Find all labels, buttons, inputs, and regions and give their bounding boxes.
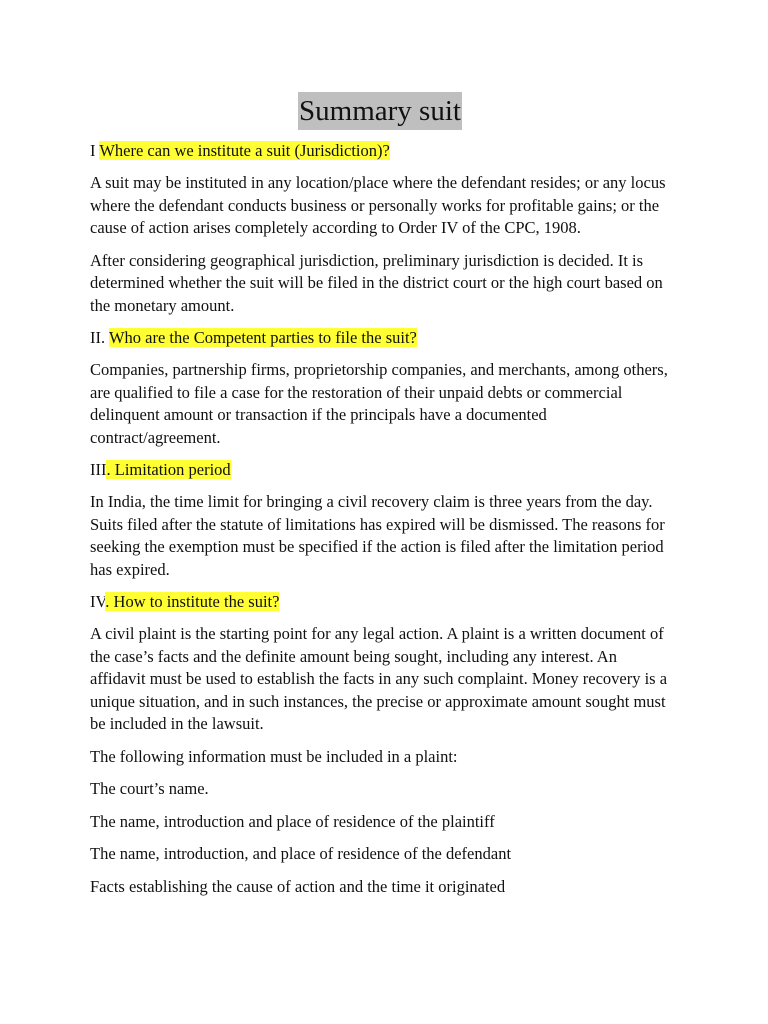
section-number: III xyxy=(90,460,107,479)
paragraph: After considering geographical jurisdiction, preliminary jurisdiction is decided. It is determined whether the suit will be filed in the district court or the high court based on the monetary amount. xyxy=(90,250,663,315)
paragraph: A suit may be instituted in any location/place where the defendant resides; or any locus where the defendant conducts business or personally works for profitable gains; or the cause of action arises completely according to Order IV of the CPC, 1908. xyxy=(90,173,666,237)
plaint-intro: The following information must be included in a plaint: xyxy=(90,746,458,766)
highlighted-heading: Who are the Competent parties to file the suit? xyxy=(108,328,417,347)
section-heading xyxy=(90,591,670,613)
section-institute-suit xyxy=(90,591,670,736)
plaint-item: The name, introduction, and place of residence of the defendant xyxy=(90,844,512,863)
plaint-item: The name, introduction and place of residence of the plaintiff xyxy=(90,811,495,831)
plaint-item: Facts establishing the cause of action and the time it originated xyxy=(90,876,506,896)
paragraph: Companies, partnership firms, proprietorship companies, and merchants, among others, are qualified to file a case for the restoration of their unpaid debts or commercial delinquent amount or transaction if the principals have a documented contract/agreement. xyxy=(90,360,668,447)
section-limitation-period xyxy=(90,459,670,581)
paragraph: In India, the time limit for bringing a civil recovery claim is three years from the day. Suits filed after the statute of limitations has expired will be dismissed. The reasons for seeking the exemption must be specified if the action is filed after the limitation period has expired. xyxy=(90,492,665,579)
section-number: IV xyxy=(90,592,106,611)
highlighted-heading: Where can we institute a suit (Jurisdiction)? xyxy=(99,141,390,160)
section-number: II. xyxy=(90,328,109,347)
document-page xyxy=(90,92,670,908)
plaint-item: The court’s name. xyxy=(90,779,209,798)
section-heading xyxy=(90,327,670,349)
document-title: Summary suit xyxy=(298,92,462,130)
section-heading xyxy=(90,459,670,481)
section-number: I xyxy=(90,141,100,160)
section-jurisdiction xyxy=(90,140,670,317)
title-wrap xyxy=(90,92,670,130)
highlighted-heading: . How to institute the suit? xyxy=(105,592,280,611)
highlighted-heading: . Limitation period xyxy=(106,460,231,479)
section-heading xyxy=(90,140,670,162)
paragraph: A civil plaint is the starting point for any legal action. A plaint is a written document of the case’s facts and the definite amount being sought, including any interest. An affidavit must be used to establish the facts in any such complaint. Money recovery is a unique situation, and in such instances, the precise or approximate amount sought must be included in the lawsuit. xyxy=(90,624,668,733)
section-competent-parties xyxy=(90,327,670,449)
